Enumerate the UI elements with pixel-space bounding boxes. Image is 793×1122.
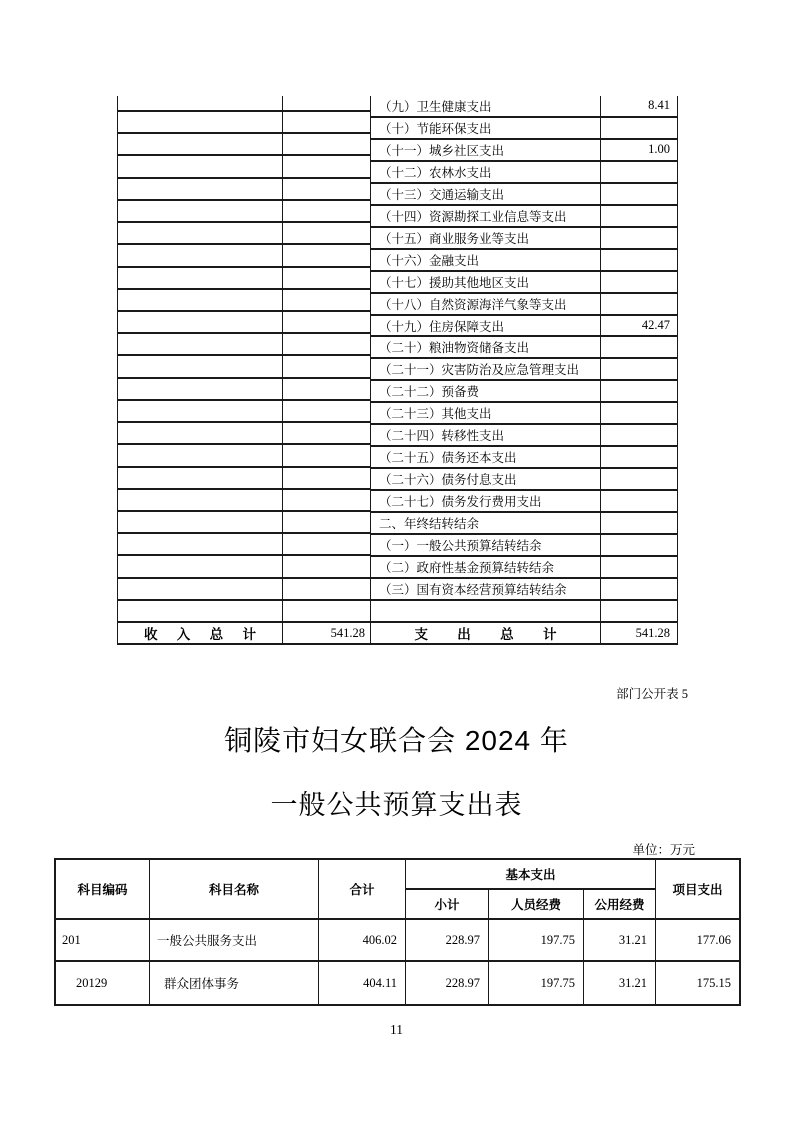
income-amount-cell [283, 423, 370, 445]
expense-item-value [601, 513, 677, 533]
expense-item-label: （十七）援助其他地区支出 [371, 272, 601, 292]
expense-row [371, 118, 677, 140]
expense-item-value [601, 535, 677, 555]
budget-cell-code: 201 [56, 920, 150, 962]
expense-row [371, 162, 677, 184]
expense-total-label: 支 出 总 计 [371, 623, 601, 643]
income-item-cell [118, 245, 282, 267]
header-total: 合计 [319, 860, 406, 920]
income-amount-cell [283, 579, 370, 601]
income-amount-cell [283, 490, 370, 512]
income-item-cell [118, 96, 282, 112]
expense-row [371, 535, 677, 557]
income-item-cell [118, 601, 282, 621]
expense-row [371, 403, 677, 425]
income-item-cell [118, 512, 282, 534]
expense-item-label: （九）卫生健康支出 [371, 96, 601, 116]
header-project-expense: 项目支出 [656, 860, 739, 920]
expense-row [371, 337, 677, 359]
expense-item-label: （三）国有资本经营预算结转结余 [371, 579, 601, 599]
income-item-cell [118, 379, 282, 401]
income-amount-cell [283, 134, 370, 156]
expense-item-value [601, 294, 677, 314]
department-table-note: 部门公开表 5 [616, 687, 688, 701]
income-item-cell [118, 134, 282, 156]
expense-item-value [601, 162, 677, 182]
expense-row [371, 228, 677, 250]
income-amount-cell [283, 556, 370, 578]
expense-item-label: （十）节能环保支出 [371, 118, 601, 138]
expense-item-value [601, 601, 677, 621]
income-amount-cell [283, 334, 370, 356]
income-amount-cell [283, 201, 370, 223]
expense-item-label: （二）政府性基金预算结转结余 [371, 557, 601, 577]
budget-cell-name: 一般公共服务支出 [150, 920, 319, 962]
expense-row [371, 447, 677, 469]
expense-item-label: （二十六）债务付息支出 [371, 469, 601, 489]
budget-cell-code: 20129 [56, 962, 150, 1004]
expense-item-value [601, 403, 677, 423]
expense-row [371, 513, 677, 535]
income-item-cell [118, 401, 282, 423]
report-title-line2: 一般公共预算支出表 [270, 790, 523, 820]
expense-item-value [601, 228, 677, 248]
expense-item-value [601, 206, 677, 226]
budget-cell-personnel: 197.75 [489, 962, 584, 1004]
expense-item-label: （二十一）灾害防治及应急管理支出 [371, 359, 601, 379]
income-amount-cell [283, 96, 370, 112]
expense-item-value [601, 491, 677, 511]
expense-item-value [601, 250, 677, 270]
expense-row [371, 294, 677, 316]
income-item-cell [118, 556, 282, 578]
expense-item-label: （二十四）转移性支出 [371, 425, 601, 445]
expense-item-value [601, 359, 677, 379]
budget-cell-project: 175.15 [696, 975, 731, 990]
budget-table [54, 858, 741, 1006]
expense-item-value [601, 469, 677, 489]
expense-item-value [601, 579, 677, 599]
expense-row [371, 491, 677, 513]
income-amount-cell [283, 290, 370, 312]
income-amount-cell [283, 245, 370, 267]
expense-item-value: 8.41 [648, 98, 670, 113]
expense-item-value [601, 272, 677, 292]
income-amount-cell [283, 512, 370, 534]
income-item-cell [118, 201, 282, 223]
header-subtotal: 小计 [406, 890, 489, 920]
income-item-cell [118, 334, 282, 356]
income-item-column [118, 96, 283, 621]
income-amount-cell [283, 156, 370, 178]
expense-item-value: 1.00 [648, 142, 670, 157]
expense-row [371, 250, 677, 272]
income-amount-cell [283, 179, 370, 201]
budget-cell-personnel: 197.75 [489, 920, 584, 962]
budget-cell-basic_subtotal: 228.97 [406, 962, 489, 1004]
income-item-cell [118, 112, 282, 134]
budget-cell-total: 404.11 [319, 962, 406, 1004]
expense-item-value [601, 381, 677, 401]
expense-item-label: （十九）住房保障支出 [371, 316, 601, 336]
income-item-cell [118, 223, 282, 245]
budget-cell-public: 31.21 [584, 962, 656, 1004]
income-item-cell [118, 534, 282, 556]
expense-row [371, 425, 677, 447]
expense-item-value [601, 425, 677, 445]
expense-item-value [601, 447, 677, 467]
income-item-cell [118, 268, 282, 290]
expense-item-label: 二、年终结转结余 [371, 513, 601, 533]
expense-item-value [601, 557, 677, 577]
expense-row [371, 272, 677, 294]
expense-item-label: （十六）金融支出 [371, 250, 601, 270]
unit-label: 单位：万元 [632, 843, 695, 857]
expense-item-label: （二十五）债务还本支出 [371, 447, 601, 467]
budget-cell-basic_subtotal: 228.97 [406, 920, 489, 962]
expense-item-label: （二十二）预备费 [371, 381, 601, 401]
carryover-table-body [118, 96, 677, 621]
expense-item-value [601, 337, 677, 357]
expense-item-label: （二十七）债务发行费用支出 [371, 491, 601, 511]
header-subject-code: 科目编码 [56, 860, 150, 920]
carryover-table [117, 96, 678, 645]
expense-item-value [601, 118, 677, 138]
header-basic-expense: 基本支出 [406, 860, 656, 890]
expense-total-value: 541.28 [635, 625, 670, 640]
expense-item-label: （十四）资源勘探工业信息等支出 [371, 206, 601, 226]
expense-row [371, 140, 677, 162]
expense-item-label: （十五）商业服务业等支出 [371, 228, 601, 248]
income-amount-column [283, 96, 371, 621]
income-item-cell [118, 445, 282, 467]
header-personnel: 人员经费 [489, 890, 584, 920]
income-item-cell [118, 423, 282, 445]
expense-item-label [371, 601, 601, 621]
expense-row [371, 96, 677, 118]
income-item-cell [118, 156, 282, 178]
totals-row [118, 621, 677, 643]
expense-row [371, 381, 677, 403]
income-item-cell [118, 490, 282, 512]
income-item-cell [118, 356, 282, 378]
expense-item-value: 42.47 [641, 318, 670, 332]
budget-cell-name: 群众团体事务 [150, 962, 319, 1004]
budget-cell-public: 31.21 [584, 920, 656, 962]
income-total-value: 541.28 [283, 623, 371, 643]
income-item-cell [118, 290, 282, 312]
income-amount-cell [283, 445, 370, 467]
expense-item-label: （十八）自然资源海洋气象等支出 [371, 294, 601, 314]
income-amount-cell [283, 223, 370, 245]
budget-cell-project: 177.06 [656, 920, 739, 962]
header-public-funds: 公用经费 [584, 890, 656, 920]
income-item-cell [118, 179, 282, 201]
income-amount-cell [283, 312, 370, 334]
expense-row [371, 316, 677, 338]
income-amount-cell [283, 534, 370, 556]
expense-row [371, 359, 677, 381]
income-amount-cell [283, 468, 370, 490]
report-title-line1: 铜陵市妇女联合会 2024 年 [224, 725, 569, 756]
expense-columns [371, 96, 677, 621]
income-amount-cell [283, 268, 370, 290]
expense-row [371, 557, 677, 579]
income-amount-cell [283, 379, 370, 401]
expense-row [371, 579, 677, 601]
expense-item-label: （十一）城乡社区支出 [371, 140, 601, 160]
income-amount-cell [283, 601, 370, 621]
expense-item-label: （十二）农林水支出 [371, 162, 601, 182]
expense-row [371, 601, 677, 621]
income-item-cell [118, 468, 282, 490]
expense-item-label: （二十三）其他支出 [371, 403, 601, 423]
income-amount-cell [283, 401, 370, 423]
income-item-cell [118, 312, 282, 334]
expense-row [371, 206, 677, 228]
budget-cell-total: 406.02 [319, 920, 406, 962]
expense-item-label: （二十）粮油物资储备支出 [371, 337, 601, 357]
expense-item-label: （一）一般公共预算结转结余 [371, 535, 601, 555]
income-amount-cell [283, 112, 370, 134]
income-amount-cell [283, 356, 370, 378]
expense-row [371, 184, 677, 206]
income-total-label: 收 入 总 计 [118, 623, 283, 643]
expense-item-value [601, 184, 677, 204]
expense-row [371, 469, 677, 491]
income-item-cell [118, 579, 282, 601]
page-number: 11 [390, 1022, 403, 1037]
header-subject-name: 科目名称 [150, 860, 319, 920]
expense-item-label: （十三）交通运输支出 [371, 184, 601, 204]
